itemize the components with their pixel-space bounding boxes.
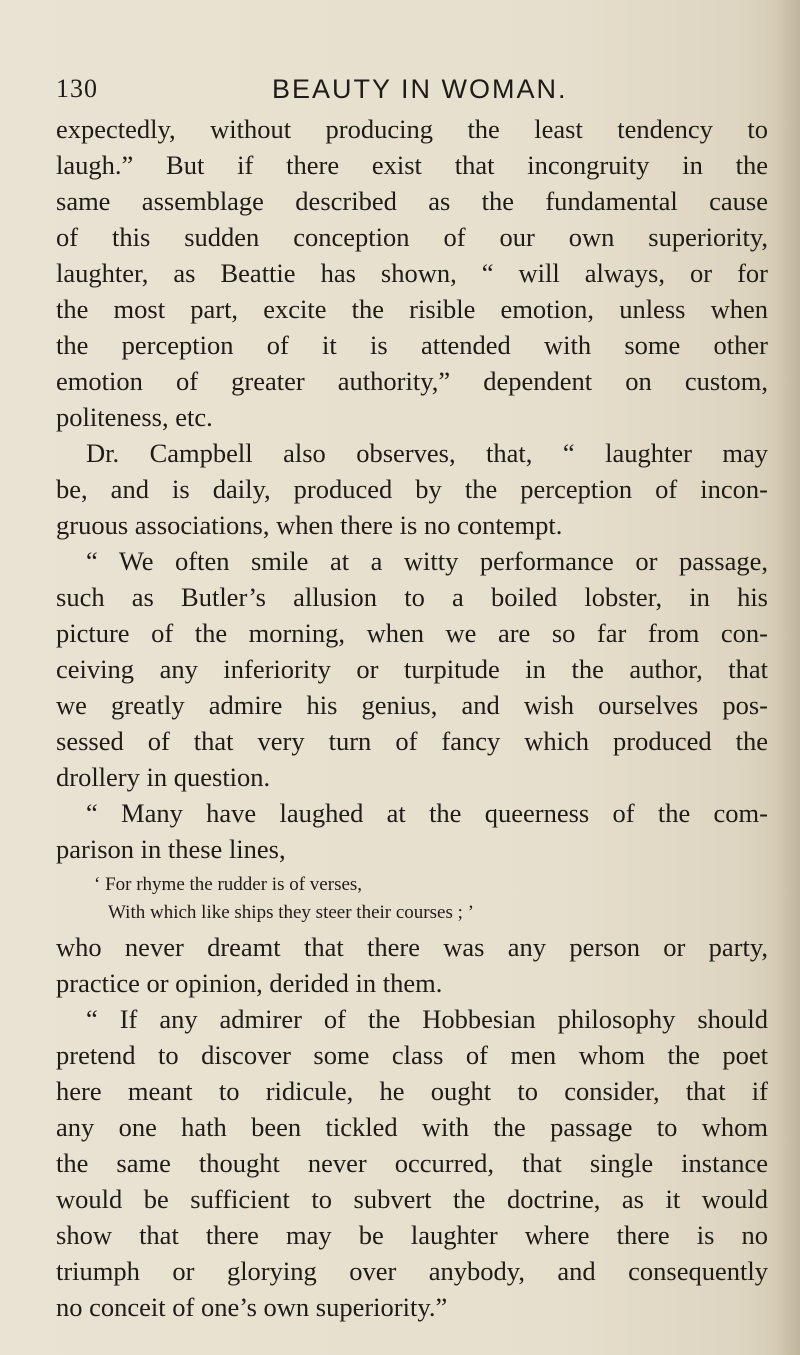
text-line: here meant to ridicule, he ought to consider, that if	[56, 1076, 768, 1106]
text-line: no conceit of one’s own superiority.”	[56, 1292, 448, 1322]
text-line: same assemblage described as the fundamental cause	[56, 186, 768, 216]
text-line: we greatly admire his genius, and wish ourselves pos-	[56, 690, 768, 720]
page-header	[56, 74, 756, 114]
text-line: would be sufficient to subvert the doctrine, as it would	[56, 1184, 768, 1214]
text-line: who never dreamt that there was any person or party,	[56, 932, 768, 962]
text-line: “ Many have laughed at the queerness of the com-	[86, 798, 768, 828]
text-line: such as Butler’s allusion to a boiled lobster, in his	[56, 582, 768, 612]
text-line: “ If any admirer of the Hobbesian philosophy should	[86, 1004, 768, 1034]
text-line: show that there may be laughter where there is no	[56, 1220, 768, 1250]
text-line: gruous associations, when there is no contempt.	[56, 510, 563, 540]
text-line: the same thought never occurred, that single instance	[56, 1148, 768, 1178]
text-line: politeness, etc.	[56, 402, 213, 432]
text-line: parison in these lines,	[56, 834, 286, 864]
text-line: emotion of greater authority,” dependent on custom,	[56, 366, 768, 396]
page-edge-shadow	[776, 0, 800, 1355]
text-line: Dr. Campbell also observes, that, “ laughter may	[86, 438, 768, 468]
text-line: any one hath been tickled with the passage to whom	[56, 1112, 768, 1142]
verse-line: ‘ For rhyme the rudder is of verses,	[94, 874, 363, 895]
text-line: pretend to discover some class of men whom the poet	[56, 1040, 768, 1070]
text-line: practice or opinion, derided in them.	[56, 968, 443, 998]
text-line: sessed of that very turn of fancy which produced the	[56, 726, 768, 756]
text-line: laughter, as Beattie has shown, “ will always, or for	[56, 258, 768, 288]
body-text	[56, 111, 768, 1325]
text-line: the most part, excite the risible emotion, unless when	[56, 294, 768, 324]
text-line: drollery in question.	[56, 762, 271, 792]
text-line: triumph or glorying over anybody, and consequently	[56, 1256, 768, 1286]
text-line: ceiving any inferiority or turpitude in the author, that	[56, 654, 768, 684]
page-number: 130	[56, 74, 98, 103]
text-line: “ We often smile at a witty performance or passage,	[86, 546, 768, 576]
text-line: of this sudden conception of our own superiority,	[56, 222, 768, 252]
text-line: laugh.” But if there exist that incongruity in the	[56, 150, 768, 180]
running-title: BEAUTY IN WOMAN.	[272, 74, 568, 104]
text-line: be, and is daily, produced by the perception of incon-	[56, 474, 768, 504]
text-line: expectedly, without producing the least tendency to	[56, 114, 768, 144]
verse-line: With which like ships they steer their courses ; ’	[108, 902, 474, 923]
text-line: the perception of it is attended with some other	[56, 330, 768, 360]
text-line: picture of the morning, when we are so far from con-	[56, 618, 768, 648]
